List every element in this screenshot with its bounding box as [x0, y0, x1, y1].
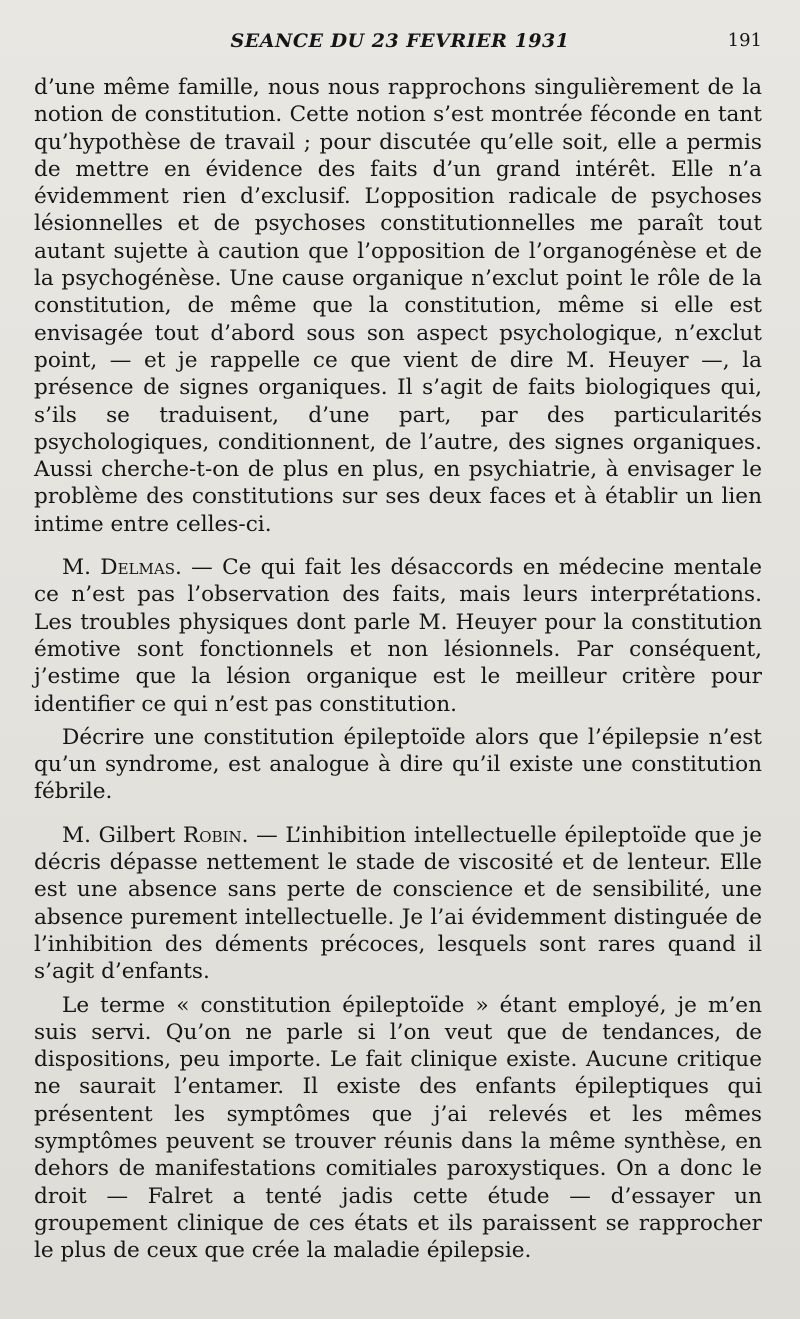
- page-number: 191: [727, 30, 762, 51]
- paragraph-text: . — Ce qui fait les désaccords en médecine mentale ce n’est pas l’observation des faits, mais leurs interprétations. Les troubles physiques dont parle M. Heuyer pour la constitution émotive sont fonctionnels et non lésionnels. Par conséquent, j’estime que la lésion organique est le meilleur critère pour identifier ce qui n’est pas constitution.: [34, 555, 762, 717]
- body-text: [34, 74, 762, 1264]
- paragraph-robin: [34, 822, 762, 986]
- paragraph-text: . — L’inhibition intellectuelle épileptoïde que je décris dépasse nettement le stade de viscosité et de lenteur. Elle est une absence sans perte de conscience et de sensibilité, une absence purement intellectuelle. Je l’ai évidemment distinguée de l’inhibition des déments précoces, lesquels sont rares quand il s’agit d’enfants.: [34, 822, 762, 985]
- speaker-name: Delmas: [100, 555, 175, 581]
- running-header: [0, 30, 800, 56]
- paragraph-robin-2: Le terme « constitution épileptoïde » étant employé, je m’en suis servi. Qu’on ne parle si l’on veut que de tendances, de dispositions, peu importe. Le fait clinique existe. Aucune critique ne saurait l’entamer. Il existe des enfants épileptiques qui présentent les symptômes que j’ai relevés et les mêmes symptômes peuvent se trouver réunis dans la même synthèse, en dehors de manifestations comitiales paroxystiques. On a donc le droit — Falret a tenté jadis cette étude — d’essayer un groupement clinique de ces états et ils paraissent se rapprocher le plus de ceux que crée la maladie épilepsie.: [34, 992, 762, 1264]
- header-title: SEANCE DU 23 FEVRIER 1931: [230, 30, 570, 52]
- speaker-prefix: M.: [62, 555, 101, 581]
- speaker-prefix: M. Gilbert: [62, 822, 183, 848]
- paragraph-delmas: [34, 554, 762, 718]
- speaker-name: Robin: [182, 822, 242, 848]
- paragraph-delmas-2: Décrire une constitution épileptoïde alors que l’épilepsie n’est qu’un syndrome, est analogue à dire qu’il existe une constitution fébrile.: [34, 724, 762, 805]
- paragraph-continuation: d’une même famille, nous nous rapprochons singulièrement de la notion de constitution. Cette notion s’est montrée féconde en tant qu’hypothèse de travail ; pour discutée qu’elle soit, elle a permis de mettre en évidence des faits d’un grand intérêt. Elle n’a évidemment rien d’exclusif. L’opposition radicale de psychoses lésionnelles et de psychoses constitutionnelles me paraît tout autant sujette à caution que l’opposition de l’organogénèse et de la psychogénèse. Une cause organique n’exclut point le rôle de la constitution, de même que la constitution, même si elle est envisagée tout d’abord sous son aspect psychologique, n’exclut point, — et je rappelle ce que vient de dire M. Heuyer —, la présence de signes organiques. Il s’agit de faits biologiques qui, s’ils se traduisent, d’une part, par des particularités psychologiques, conditionnent, de l’autre, des signes organiques. Aussi cherche-t-on de plus en plus, en psychiatrie, à envisager le problème des constitutions sur ses deux faces et à établir un lien intime entre celles-ci.: [34, 75, 762, 537]
